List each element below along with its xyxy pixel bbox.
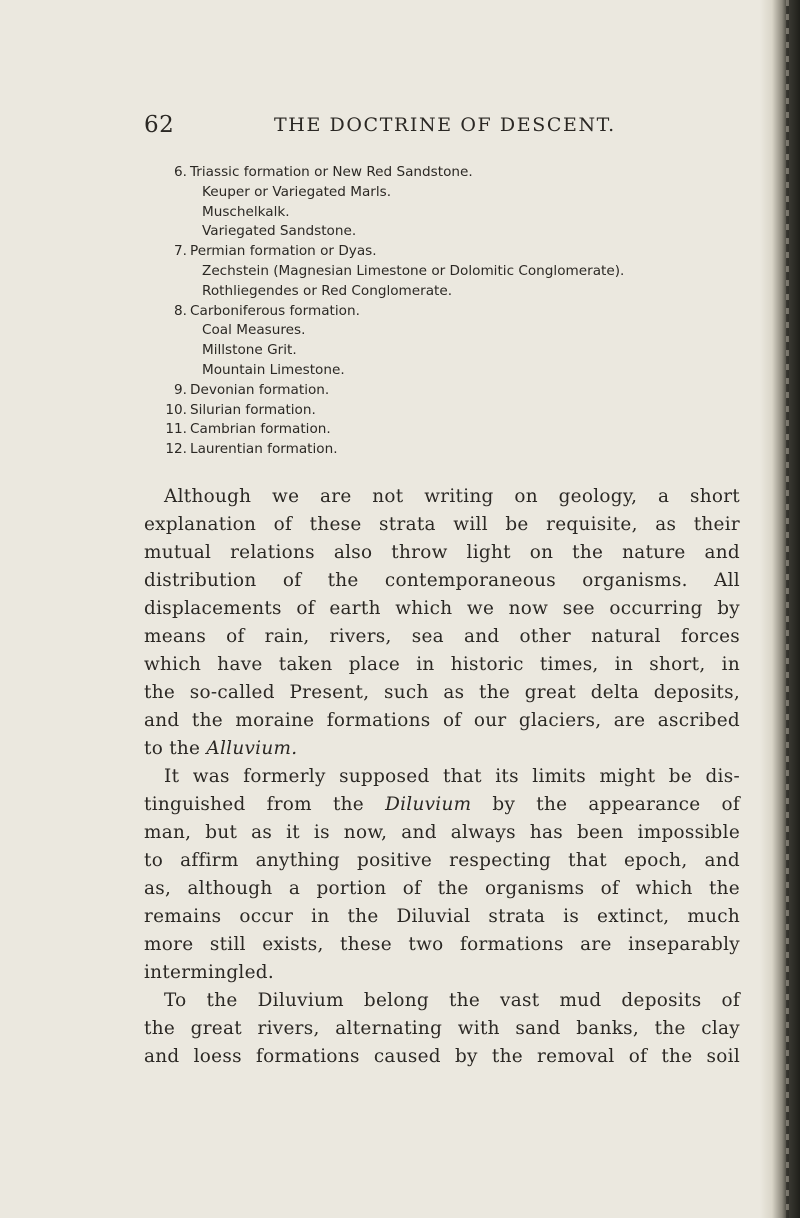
text-line (144, 735, 740, 763)
body-text (144, 483, 740, 1071)
list-item (165, 381, 755, 401)
text-line: the so-called Present, such as the great delta deposits, (144, 682, 740, 703)
paragraph-2 (144, 763, 740, 987)
list-item (165, 262, 755, 282)
list-item (165, 163, 755, 183)
text-fragment: by the appearance of (471, 794, 741, 815)
text-line: mutual relations also throw light on the nature and (144, 542, 740, 563)
text-line: more still exists, these two formations are inseparably (144, 934, 740, 955)
item-text: Variegated Sandstone. (202, 223, 357, 240)
text-line: to affirm anything positive respecting that epoch, and (144, 850, 740, 871)
book-binding-edge (760, 0, 800, 1218)
list-item (165, 282, 755, 302)
italic-term-alluvium: Alluvium. (206, 738, 298, 759)
italic-term-diluvium: Diluvium (385, 794, 472, 815)
item-number: 7. (174, 243, 187, 260)
item-number: 11. (165, 421, 187, 438)
list-item (165, 203, 755, 223)
text-fragment: tinguished from the (144, 794, 386, 815)
item-text: Millstone Grit. (202, 342, 297, 359)
paragraph-3 (144, 987, 740, 1071)
list-item (165, 361, 755, 381)
text-line: man, but as it is now, and always has been impossible (144, 822, 740, 843)
strata-list (165, 163, 755, 460)
item-number: 9. (174, 381, 187, 398)
list-item (165, 401, 755, 421)
item-text: Rothliegendes or Red Conglomerate. (202, 282, 453, 299)
item-text: Muschelkalk. (202, 203, 290, 220)
text-line: which have taken place in historic times, in short, in (144, 654, 740, 675)
text-line (144, 791, 740, 819)
item-text: Triassic formation or New Red Sandstone. (190, 164, 473, 180)
text-fragment: to the (144, 738, 207, 759)
text-line: remains occur in the Diluvial strata is extinct, much (144, 906, 740, 927)
item-text: Coal Measures. (202, 322, 306, 339)
item-text: Keuper or Variegated Marls. (202, 183, 392, 200)
item-text: Cambrian formation. (190, 421, 331, 438)
list-item (165, 440, 755, 460)
page-header (144, 112, 744, 142)
list-item (165, 420, 755, 440)
text-line: intermingled. (144, 962, 275, 983)
list-item (165, 183, 755, 203)
text-line: distribution of the contemporaneous organisms. All (144, 570, 740, 591)
list-item (165, 302, 755, 322)
text-line: displacements of earth which we now see occurring by (144, 598, 740, 619)
list-item (165, 321, 755, 341)
text-line: means of rain, rivers, sea and other natural forces (144, 626, 740, 647)
item-number: 12. (165, 441, 187, 458)
text-line: and the moraine formations of our glaciers, are ascribed (144, 710, 740, 731)
item-number: 10. (165, 401, 187, 418)
paragraph-1 (144, 483, 740, 763)
item-number: 6. (174, 164, 187, 180)
text-line: as, although a portion of the organisms of which the (144, 878, 740, 899)
list-item (165, 341, 755, 361)
page-number: 62 (144, 112, 175, 138)
item-text: Laurentian formation. (190, 441, 338, 458)
item-text: Permian formation or Dyas. (190, 243, 377, 260)
text-line: It was formerly supposed that its limits might be dis- (164, 766, 740, 787)
running-title: THE DOCTRINE OF DESCENT. (274, 114, 616, 136)
item-text: Carboniferous formation. (190, 302, 360, 319)
item-text: Silurian formation. (190, 401, 316, 418)
item-number: 8. (174, 302, 187, 319)
item-text: Mountain Limestone. (202, 361, 345, 378)
list-item (165, 242, 755, 262)
text-line: Although we are not writing on geology, a short (164, 486, 740, 507)
text-line: To the Diluvium belong the vast mud deposits of (164, 990, 740, 1011)
list-item (165, 222, 755, 242)
item-text: Zechstein (Magnesian Limestone or Dolomitic Conglomerate). (202, 262, 625, 279)
text-line: the great rivers, alternating with sand banks, the clay (144, 1018, 740, 1039)
text-line: and loess formations caused by the removal of the soil (144, 1046, 740, 1067)
item-text: Devonian formation. (190, 381, 330, 398)
text-line: explanation of these strata will be requisite, as their (144, 514, 740, 535)
